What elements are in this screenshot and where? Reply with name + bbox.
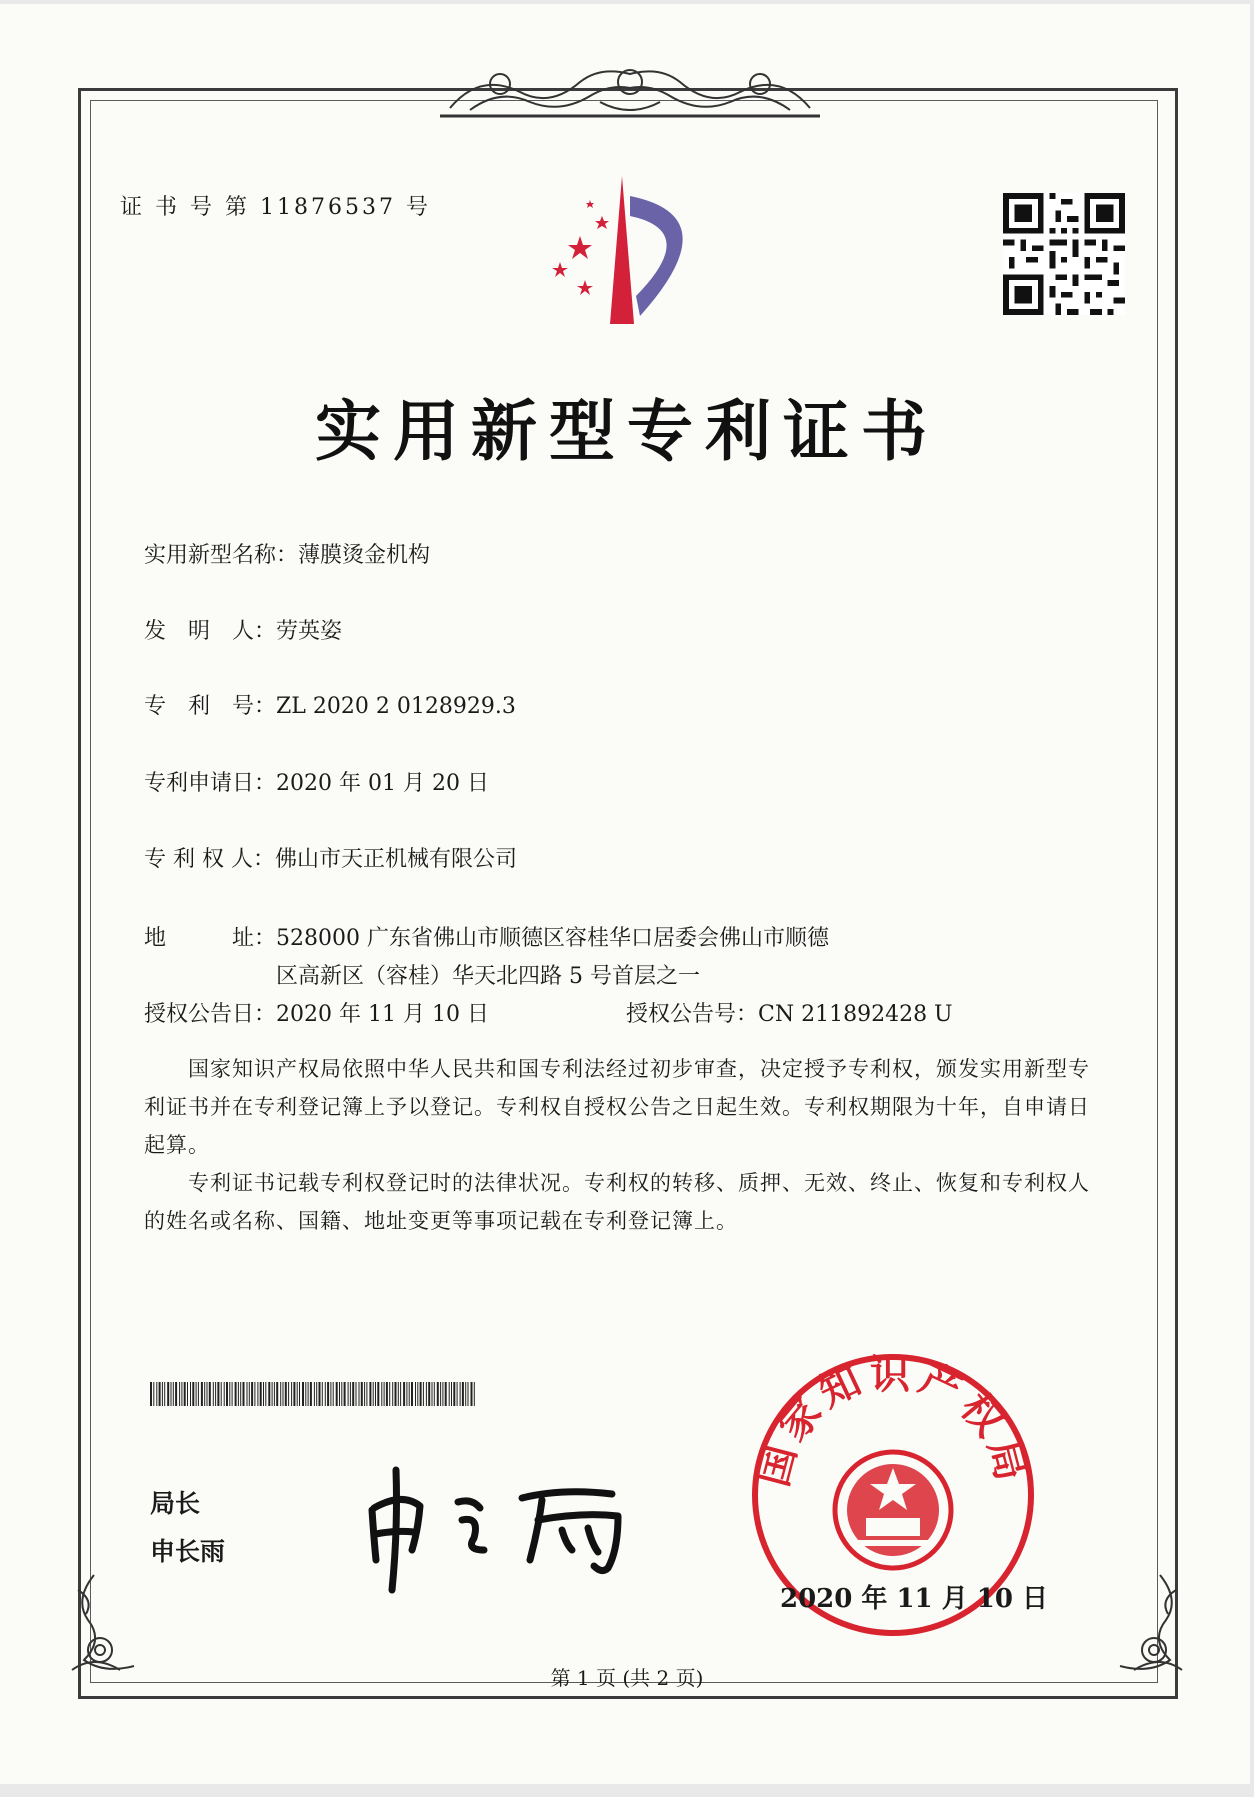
certificate-number: 证 书 号 第 11876537 号: [120, 195, 431, 220]
certificate-title: 实用新型专利证书: [315, 392, 939, 470]
field-patent-number-value: ZL 2020 2 0128929.3: [276, 694, 516, 719]
field-grant-date: [144, 997, 489, 1028]
paragraph-1: 国家知识产权局依照中华人民共和国专利法经过初步审查，决定授予专利权，颁发实用新型专利证书并在专利登记簿上予以登记。专利权自授权公告之日起生效。专利权期限为十年，自申请日起算。: [144, 1057, 1090, 1157]
field-address: [144, 920, 829, 996]
field-name: [144, 538, 430, 569]
field-name-value: 薄膜烫金机构: [298, 543, 431, 568]
field-address-line1: 528000 广东省佛山市顺德区容桂华口居委会佛山市顺德: [276, 926, 829, 951]
field-patentee: [144, 842, 517, 873]
field-name-label: 实用新型名称：: [144, 543, 299, 568]
director-block: [150, 1480, 225, 1576]
field-patent-number-label: 专 利 号：: [144, 694, 277, 719]
field-patentee-label: 专 利 权 人：: [144, 847, 275, 872]
barcode-icon: [150, 1382, 476, 1406]
field-patentee-value: 佛山市天正机械有限公司: [274, 847, 517, 872]
director-name: 申长雨: [150, 1537, 226, 1566]
field-grant-date-value: 2020 年 11 月 10 日: [276, 1002, 489, 1027]
field-filing-date-value: 2020 年 01 月 20 日: [276, 771, 489, 796]
field-address-label: 地 址：: [144, 926, 277, 951]
seal-text: 国家知识产权局: [749, 1350, 1037, 1492]
director-title: 局长: [150, 1489, 201, 1518]
field-grant-number-value: CN 211892428 U: [758, 1002, 953, 1027]
field-inventor-value: 劳英姿: [276, 619, 343, 644]
field-grant-date-label: 授权公告日：: [144, 1002, 277, 1027]
field-filing-date: [144, 766, 489, 797]
field-patent-number: [144, 689, 516, 720]
field-grant-number: [626, 997, 953, 1028]
qr-code-icon: [1003, 193, 1125, 315]
seal-date: 2020 年 11 月 10 日: [780, 1584, 1048, 1614]
field-address-line2: 区高新区（容桂）华天北四路 5 号首层之一: [276, 964, 701, 989]
cnipa-logo-icon: [530, 176, 730, 326]
paragraph-2: 专利证书记载专利权登记时的法律状况。专利权的转移、质押、无效、终止、恢复和专利权人的姓名或名称、国籍、地址变更等事项记载在专利登记簿上。: [144, 1171, 1090, 1233]
top-ornament-icon: [440, 52, 820, 124]
page-indicator: 第 1 页 (共 2 页): [550, 1666, 704, 1690]
signature-icon: [362, 1450, 642, 1600]
field-grant-number-label: 授权公告号：: [626, 1002, 759, 1027]
field-filing-date-label: 专利申请日：: [144, 771, 277, 796]
field-inventor: [144, 614, 342, 645]
field-inventor-label: 发 明 人：: [144, 619, 277, 644]
